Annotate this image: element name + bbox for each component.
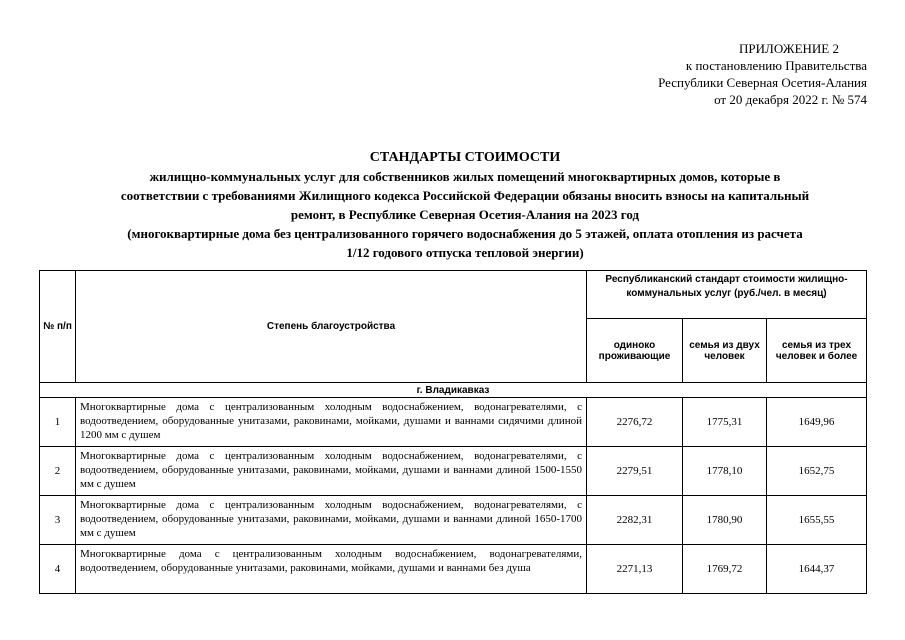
row-number: 3 bbox=[40, 496, 76, 545]
appendix-date: от 20 декабря 2022 г. № 574 bbox=[714, 92, 867, 107]
title-line-3: соответствии с требованиями Жилищного кодекса Российской Федерации обязаны вносить взносы на капитальный bbox=[120, 188, 810, 203]
row-value-two: 1780,90 bbox=[683, 496, 767, 545]
appendix-number: ПРИЛОЖЕНИЕ 2 bbox=[739, 41, 839, 56]
document-title bbox=[40, 148, 890, 262]
row-value-single: 2282,31 bbox=[587, 496, 683, 545]
table-row bbox=[40, 496, 867, 545]
city-row bbox=[40, 383, 867, 398]
row-description: Многоквартирные дома с централизованным холодным водоснабжением, водонагревателями, с водоотведением, оборудованные унитазами, раковинами, мойками, душами и ваннами длиной 1500-1550 мм с душем bbox=[76, 447, 587, 496]
header-single: одиноко проживающие bbox=[587, 319, 683, 383]
header-row-1 bbox=[40, 271, 867, 319]
row-value-single: 2279,51 bbox=[587, 447, 683, 496]
header-number: № п/п bbox=[40, 271, 76, 383]
row-description: Многоквартирные дома с централизованным холодным водоснабжением, водонагревателями, водоотведением, оборудованные унитазами, раковинами, мойками, душами и ваннами без душа bbox=[76, 545, 587, 594]
title-line-2: жилищно-коммунальных услуг для собственников жилых помещений многоквартирных домов, которые в bbox=[149, 169, 781, 184]
header-standard-group: Республиканский стандарт стоимости жилищно-коммунальных услуг (руб./чел. в месяц) bbox=[587, 271, 867, 319]
header-family-three: семья из трех человек и более bbox=[767, 319, 867, 383]
row-description: Многоквартирные дома с централизованным холодным водоснабжением, водонагревателями, с водоотведением, оборудованные унитазами, раковинами, мойками, душами и ваннами сидячими длиной 1200 мм с душем bbox=[76, 398, 587, 447]
row-value-three: 1652,75 bbox=[767, 447, 867, 496]
city-name: г. Владикавказ bbox=[40, 383, 867, 398]
title-line-4: ремонт, в Республике Северная Осетия-Алания на 2023 год bbox=[290, 207, 640, 222]
row-value-single: 2276,72 bbox=[587, 398, 683, 447]
row-value-single: 2271,13 bbox=[587, 545, 683, 594]
appendix-resolution: к постановлению Правительства bbox=[685, 58, 867, 73]
appendix-government: Республики Северная Осетия-Алания bbox=[658, 75, 867, 90]
header-family-two: семья из двух человек bbox=[683, 319, 767, 383]
title-line-5: (многоквартирные дома без централизованного горячего водоснабжения до 5 этажей, оплата отопления из расчета bbox=[127, 226, 803, 241]
row-number: 2 bbox=[40, 447, 76, 496]
appendix-header bbox=[658, 40, 867, 108]
row-number: 4 bbox=[40, 545, 76, 594]
title-line-6: 1/12 годового отпуска тепловой энергии) bbox=[346, 245, 584, 260]
row-value-two: 1778,10 bbox=[683, 447, 767, 496]
table-row bbox=[40, 398, 867, 447]
row-number: 1 bbox=[40, 398, 76, 447]
table-row bbox=[40, 447, 867, 496]
title-main: СТАНДАРТЫ СТОИМОСТИ bbox=[369, 150, 561, 165]
table-row bbox=[40, 545, 867, 594]
row-value-two: 1769,72 bbox=[683, 545, 767, 594]
row-value-three: 1655,55 bbox=[767, 496, 867, 545]
row-description: Многоквартирные дома с централизованным холодным водоснабжением, водонагревателями, с водоотведением, оборудованные унитазами, раковинами, мойками, душами и ваннами длиной 1650-1700 мм с душем bbox=[76, 496, 587, 545]
row-value-three: 1644,37 bbox=[767, 545, 867, 594]
header-description: Степень благоустройства bbox=[76, 271, 587, 383]
row-value-two: 1775,31 bbox=[683, 398, 767, 447]
standards-table bbox=[39, 270, 867, 594]
row-value-three: 1649,96 bbox=[767, 398, 867, 447]
